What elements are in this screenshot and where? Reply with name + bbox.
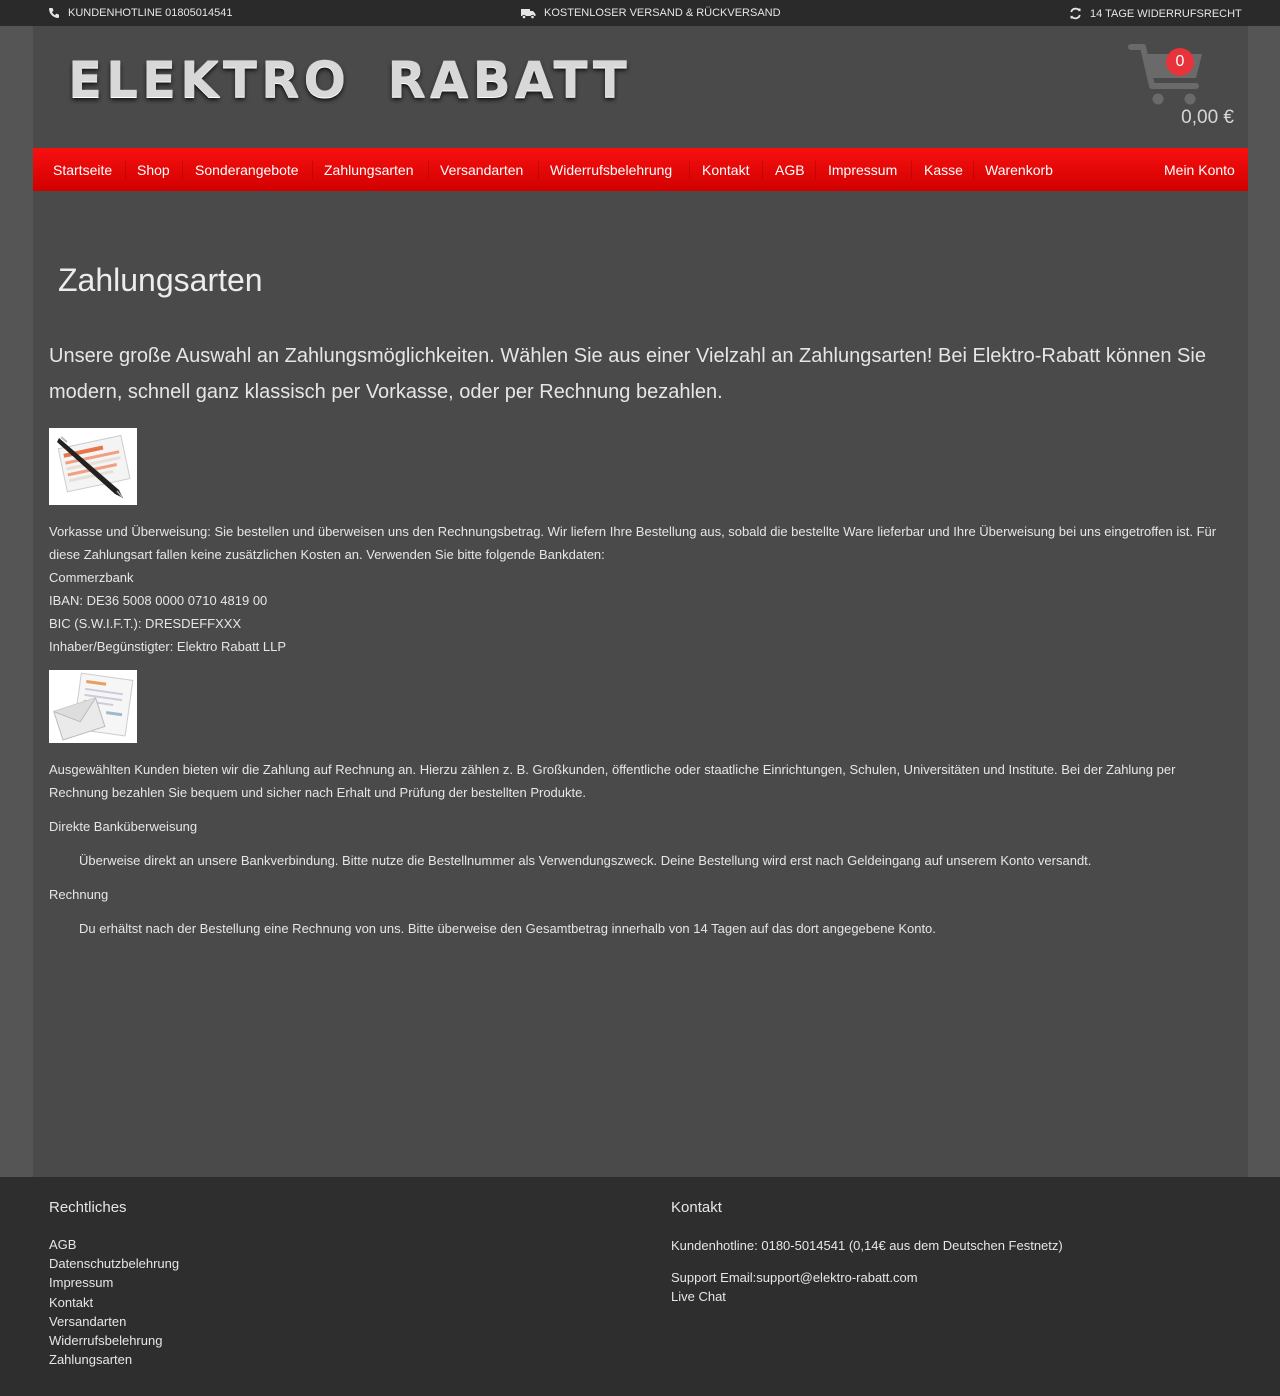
direct-transfer-title: Direkte Banküberweisung	[49, 819, 198, 834]
nav-divider	[689, 161, 690, 179]
shipping-label: KOSTENLOSER VERSAND & RÜCKVERSAND	[544, 7, 781, 19]
nav-divider	[125, 161, 126, 179]
nav-divider	[911, 161, 912, 179]
footer-contact-title: Kontakt	[671, 1199, 722, 1216]
nav-item-impressum[interactable]: Impressum	[828, 162, 898, 178]
shipping-info	[521, 7, 781, 19]
hotline-label: KUNDENHOTLINE 01805014541	[68, 7, 233, 19]
rechnung-description: Ausgewählten Kunden bieten wir die Zahlung auf Rechnung an. Hierzu zählen z. B. Großkunden, öffentliche oder staatliche Einrichtungen, Schulen, Universitäten und Institute. Bei der Zahlung per Rechnung bezahlen Sie bequem und sicher nach Erhalt und Prüfung der bestellten Produkte.	[49, 762, 1176, 800]
pen-document-icon	[49, 428, 137, 505]
invoice-text: Du erhältst nach der Bestellung eine Rechnung von uns. Bitte überweise den Gesamtbetrag innerhalb von 14 Tagen auf das dort angegebene Konto.	[79, 921, 936, 936]
site-footer	[0, 1177, 1280, 1396]
nav-item-kasse[interactable]: Kasse	[924, 162, 963, 178]
bank-owner: Inhaber/Begünstigter: Elektro Rabatt LLP	[49, 639, 287, 654]
nav-item-versandarten[interactable]: Versandarten	[440, 162, 524, 178]
bank-name: Commerzbank	[49, 570, 134, 585]
mini-cart[interactable]	[1128, 42, 1238, 132]
returns-info	[1069, 7, 1242, 20]
invoice-envelope-icon	[49, 670, 137, 743]
footer-link-agb[interactable]: AGB	[49, 1237, 77, 1252]
site-logo-text: ELEKTRO RABATT	[68, 51, 631, 109]
nav-divider	[815, 161, 816, 179]
nav-divider	[182, 161, 183, 179]
nav-item-warenkorb[interactable]: Warenkorb	[985, 162, 1053, 178]
nav-item-mein-konto[interactable]: Mein Konto	[1164, 162, 1235, 178]
page-title: Zahlungsarten	[58, 262, 263, 298]
nav-divider	[973, 161, 974, 179]
footer-live-chat[interactable]: Live Chat	[671, 1289, 726, 1304]
footer-link-impressum[interactable]: Impressum	[49, 1275, 114, 1291]
invoice-title: Rechnung	[49, 887, 109, 902]
cart-count-badge: 0	[1166, 48, 1194, 76]
nav-item-shop[interactable]: Shop	[137, 162, 170, 178]
returns-label: 14 TAGE WIDERRUFSRECHT	[1090, 7, 1242, 20]
nav-item-startseite[interactable]: Startseite	[53, 162, 113, 178]
footer-link-kontakt[interactable]: Kontakt	[49, 1294, 94, 1310]
rechnung-image	[49, 670, 137, 743]
page-side-left	[0, 26, 33, 1177]
truck-icon	[521, 8, 536, 19]
nav-divider	[538, 161, 539, 179]
footer-link-versandarten[interactable]: Versandarten	[49, 1313, 127, 1329]
nav-divider	[762, 161, 763, 179]
intro-text: Unsere große Auswahl an Zahlungsmöglichkeiten. Wählen Sie aus einer Vielzahl an Zahlungsarten! Bei Elektro-Rabatt können Sie modern, schnell ganz klassisch per Vorkasse, oder per Rechnung bezahlen.	[49, 345, 1206, 403]
cart-icon	[1128, 42, 1208, 108]
nav-item-zahlungsarten[interactable]: Zahlungsarten	[324, 162, 414, 178]
nav-item-widerrufsbelehrung[interactable]: Widerrufsbelehrung	[550, 162, 673, 178]
refresh-icon	[1069, 7, 1082, 20]
vorkasse-image	[49, 428, 137, 505]
nav-divider	[312, 161, 313, 179]
nav-item-sonderangebote[interactable]: Sonderangebote	[195, 162, 299, 178]
nav-item-agb[interactable]: AGB	[775, 162, 805, 178]
phone-icon	[48, 7, 60, 19]
footer-legal-links	[49, 1235, 179, 1369]
footer-hotline: Kundenhotline: 0180-5014541 (0,14€ aus dem Deutschen Festnetz)	[671, 1238, 1063, 1253]
site-logo[interactable]	[68, 50, 631, 110]
footer-link-zahlungsarten[interactable]: Zahlungsarten	[49, 1352, 133, 1368]
footer-link-widerruf[interactable]: Widerrufsbelehrung	[49, 1333, 163, 1349]
hotline-info	[48, 7, 232, 19]
vorkasse-description: Vorkasse und Überweisung: Sie bestellen und überweisen uns den Rechnungsbetrag. Wir liefern Ihre Bestellung aus, sobald die bestellte Ware lieferbar und Ihre Überweisung bei uns eingetroffen ist. Für diese Zahlungsart fallen keine zusätzlichen Kosten an. Verwenden Sie bitte folgende Bankdaten:	[49, 524, 1217, 562]
top-info-bar	[0, 0, 1280, 26]
page-side-right	[1248, 26, 1280, 1177]
footer-legal-title: Rechtliches	[49, 1199, 127, 1216]
nav-item-kontakt[interactable]: Kontakt	[702, 162, 750, 178]
footer-link-datenschutz[interactable]: Datenschutzbelehrung	[49, 1256, 180, 1272]
main-nav	[33, 148, 1248, 191]
cart-total: 0,00 €	[1181, 107, 1234, 128]
bank-bic: BIC (S.W.I.F.T.): DRESDEFFXXX	[49, 616, 242, 631]
footer-support-email[interactable]: Support Email:support@elektro-rabatt.com	[671, 1270, 918, 1285]
nav-divider	[428, 161, 429, 179]
bank-iban: IBAN: DE36 5008 0000 0710 4819 00	[49, 593, 268, 608]
direct-transfer-text: Überweise direkt an unsere Bankverbindung. Bitte nutze die Bestellnummer als Verwendungszweck. Deine Bestellung wird erst nach Geldeingang auf unserem Konto versandt.	[79, 853, 1092, 868]
